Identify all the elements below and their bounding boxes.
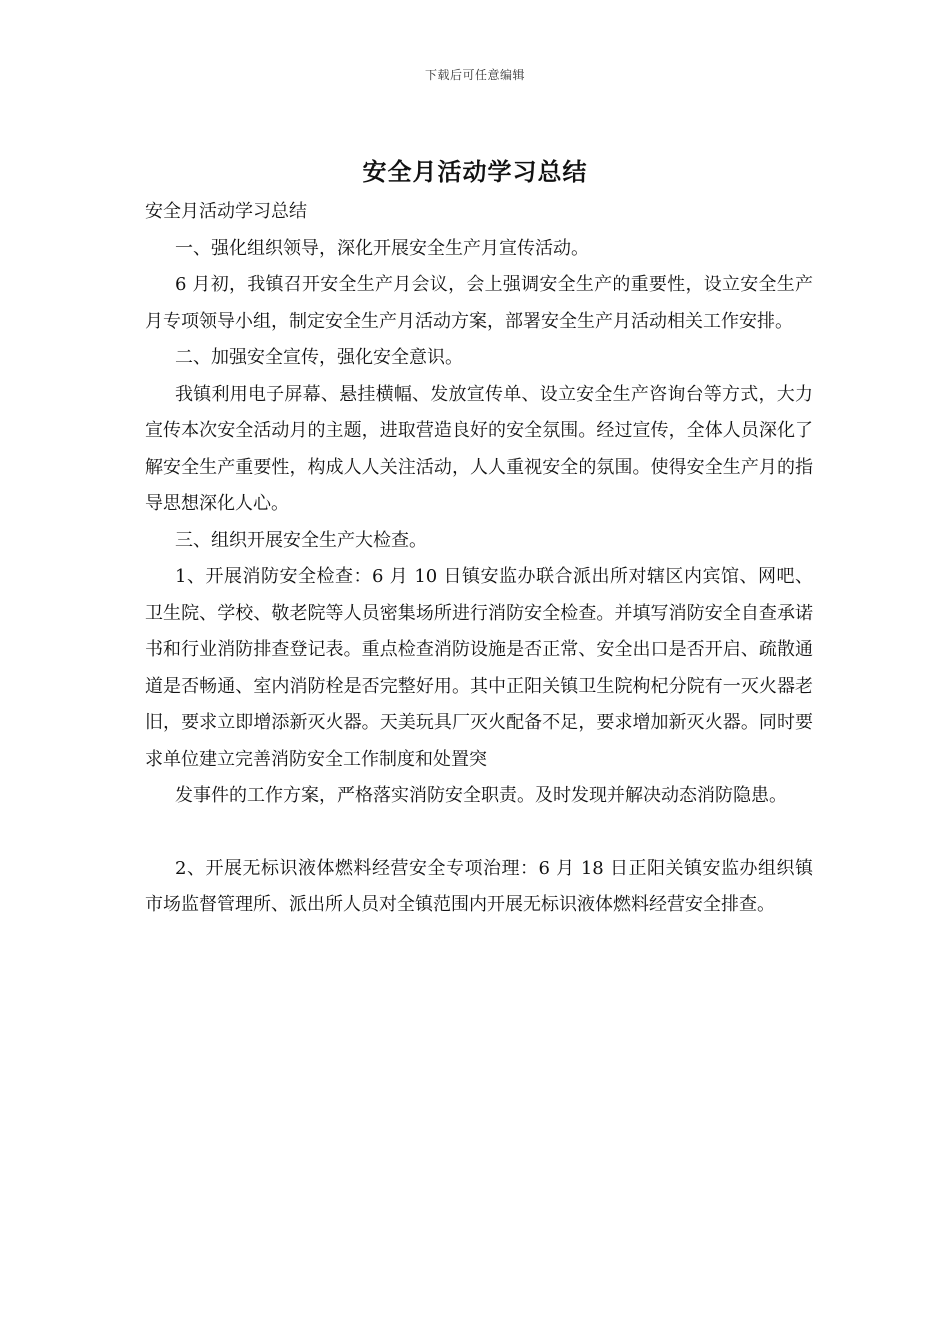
- document-title: 安全月活动学习总结: [362, 157, 588, 186]
- body-paragraph: 发事件的工作方案，严格落实消防安全职责。及时发现并解决动态消防隐患。: [175, 785, 787, 806]
- paragraph-gap: [145, 815, 813, 851]
- body-paragraph: 6 月初，我镇召开安全生产月会议，会上强调安全生产的重要性，设立安全生产月专项领导小组，制定安全生产月活动方案，部署安全生产月活动相关工作安排。: [145, 274, 813, 332]
- body-paragraph: 2、开展无标识液体燃料经营安全专项治理：6 月 18 日正阳关镇安监办组织镇市场监督管理所、派出所人员对全镇范围内开展无标识液体燃料经营安全排查。: [145, 857, 813, 915]
- header-note: 下载后可任意编辑: [424, 68, 525, 82]
- body-paragraph: 1、开展消防安全检查：6 月 10 日镇安监办联合派出所对辖区内宾馆、网吧、卫生院、学校、敬老院等人员密集场所进行消防安全检查。并填写消防安全自查承诺书和行业消防排查登记表。重点检查消防设施是否正常、安全出口是否开启、疏散通道是否畅通、室内消防栓是否完整好用。其中正阳关镇卫生院枸杞分院有一灭火器老旧，要求立即增添新灭火器。天美玩具厂灭火配备不足，要求增加新灭火器。同时要求单位建立完善消防安全工作制度和处置突: [145, 566, 813, 770]
- document-body: [145, 194, 813, 924]
- section-heading-2: 二、加强安全宣传，强化安全意识。: [175, 347, 463, 368]
- subtitle-paragraph: 安全月活动学习总结: [145, 201, 307, 222]
- section-heading-1: 一、强化组织领导，深化开展安全生产月宣传活动。: [175, 237, 589, 259]
- section-heading-3: 三、组织开展安全生产大检查。: [175, 529, 427, 551]
- body-paragraph: 我镇利用电子屏幕、悬挂横幅、发放宣传单、设立安全生产咨询台等方式，大力宣传本次安全活动月的主题，进取营造良好的安全氛围。经过宣传，全体人员深化了解安全生产重要性，构成人人关注活动，人人重视安全的氛围。使得安全生产月的指导思想深化人心。: [145, 383, 813, 514]
